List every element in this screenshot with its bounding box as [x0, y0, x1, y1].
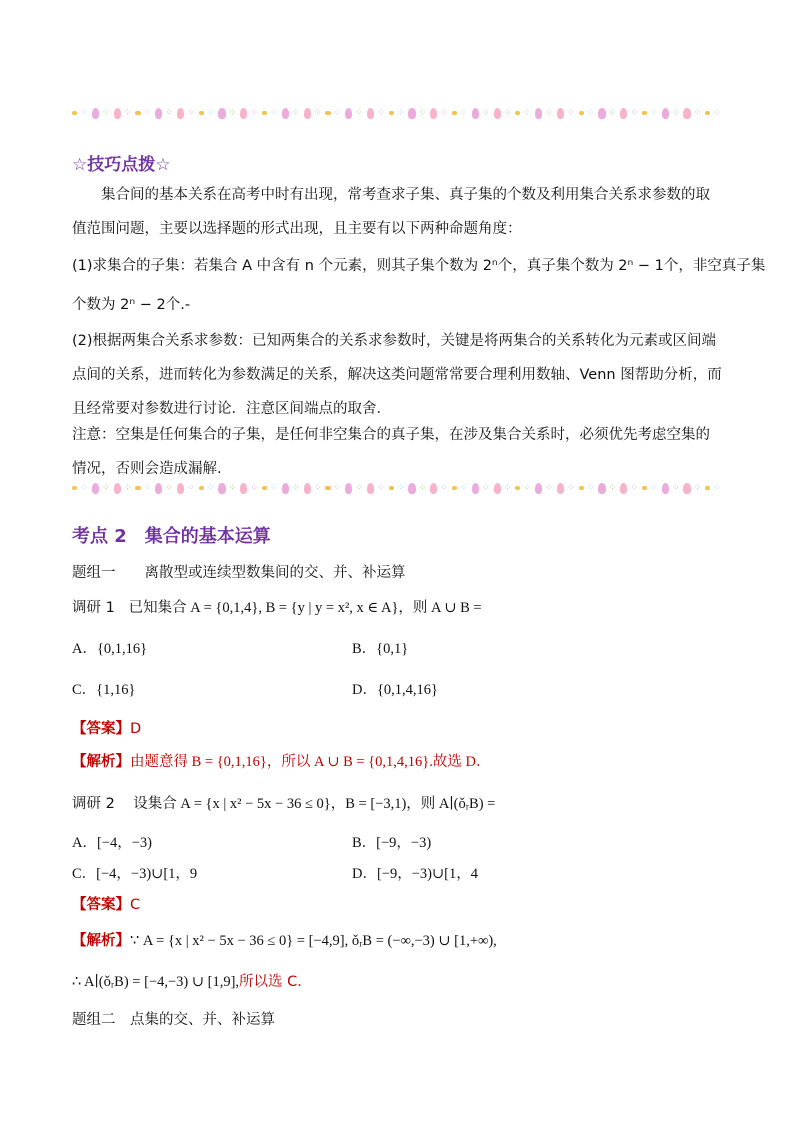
butterfly-ornament-icon [683, 108, 690, 119]
dots-ornament-icon: ⁘ [481, 107, 491, 118]
butterfly-ornament-icon [240, 108, 247, 119]
bar-ornament-icon [389, 111, 394, 115]
butterfly-ornament-icon [367, 483, 374, 494]
dots-ornament-icon: ⁘ [608, 482, 618, 493]
dots-ornament-icon: ⁘ [250, 482, 259, 493]
dots-ornament-icon: ⁘ [693, 482, 703, 493]
question-1-option-c[interactable]: C．{1,16} [72, 682, 136, 698]
butterfly-ornament-icon [494, 108, 501, 119]
answer-value: D [130, 721, 142, 737]
bar-ornament-icon [705, 111, 710, 115]
butterfly-ornament-icon [408, 108, 415, 119]
dots-ornament-icon: ⁘ [440, 107, 449, 118]
question-2 [72, 792, 495, 813]
butterfly-ornament-icon [218, 108, 225, 119]
decorative-divider-top [72, 104, 722, 122]
dots-ornament-icon: ⁘ [418, 107, 428, 118]
butterfly-ornament-icon [408, 483, 415, 494]
butterfly-ornament-icon [598, 108, 605, 119]
dots-ornament-icon: ⁘ [630, 107, 639, 118]
answer-tag: 【答案】 [72, 721, 130, 737]
butterfly-ornament-icon [535, 483, 542, 494]
analysis-line-2-conclusion: 所以选 C． [239, 974, 312, 990]
question-1-stem: 已知集合 A = {0,1,4}, B = {y | y = x², x ∈ A}，则 A ∪ B = [128, 600, 482, 616]
dots-ornament-icon: ⁘ [270, 482, 279, 493]
butterfly-ornament-icon [430, 483, 437, 494]
question-1-option-b[interactable]: B．{0,1} [352, 641, 409, 657]
dots-ornament-icon: ⁘ [460, 107, 469, 118]
dots-ornament-icon: ⁘ [567, 482, 576, 493]
dots-ornament-icon: ⁘ [313, 482, 323, 493]
analysis-line-2: ∴ A∣(ǒᵣB) = [−4,−3) ∪ [1,9], [72, 974, 240, 990]
dots-ornament-icon: ⁘ [650, 482, 659, 493]
answer-value: C [130, 897, 141, 913]
dots-ornament-icon: ⁘ [165, 482, 174, 493]
dots-ornament-icon: ⁘ [713, 482, 722, 493]
analysis-tag: 【解析】 [72, 754, 130, 770]
dots-ornament-icon: ⁘ [355, 107, 364, 118]
dots-ornament-icon: ⁘ [123, 107, 133, 118]
dots-ornament-icon: ⁘ [586, 107, 596, 118]
dots-ornament-icon: ⁘ [333, 482, 343, 493]
butterfly-ornament-icon [662, 483, 669, 494]
dots-ornament-icon: ⁘ [460, 482, 469, 493]
dots-ornament-icon: ⁘ [291, 482, 301, 493]
butterfly-ornament-icon [598, 483, 605, 494]
butterfly-ornament-icon [240, 483, 247, 494]
dots-ornament-icon: ⁘ [545, 107, 554, 118]
answer-tag: 【答案】 [72, 897, 130, 913]
dots-ornament-icon: ⁘ [608, 107, 618, 118]
analysis-line-1: ∵ A = {x | x² − 5x − 36 ≤ 0} = [−4,9], ǒᵣB = (−∞,−3) ∪ [1,+∞), [130, 933, 497, 949]
butterfly-ornament-icon [367, 108, 374, 119]
butterfly-ornament-icon [345, 483, 352, 494]
bar-ornament-icon [642, 486, 647, 490]
dots-ornament-icon: ⁘ [187, 482, 196, 493]
butterfly-ornament-icon [304, 108, 311, 119]
dots-ornament-icon: ⁘ [313, 107, 323, 118]
butterfly-ornament-icon [177, 483, 184, 494]
butterfly-ornament-icon [177, 108, 184, 119]
dots-ornament-icon: ⁘ [206, 482, 216, 493]
question-2-option-c[interactable]: C．[−4，−3)∪[1，9 [72, 866, 198, 882]
butterfly-ornament-icon [557, 108, 564, 119]
butterfly-ornament-icon [304, 483, 311, 494]
butterfly-ornament-icon [683, 483, 690, 494]
bar-ornament-icon [452, 111, 457, 115]
dots-ornament-icon: ⁘ [523, 482, 533, 493]
butterfly-ornament-icon [218, 483, 225, 494]
butterfly-ornament-icon [472, 108, 479, 119]
dots-ornament-icon: ⁘ [671, 107, 681, 118]
bar-ornament-icon [515, 111, 520, 115]
dots-ornament-icon: ⁘ [523, 107, 533, 118]
question-1-answer [72, 717, 141, 738]
butterfly-ornament-icon [620, 483, 627, 494]
butterfly-ornament-icon [430, 108, 437, 119]
bar-ornament-icon [199, 111, 204, 115]
bar-ornament-icon [642, 111, 647, 115]
group-1-heading: 题组一 离散型或连续型数集间的交、并、补运算 [72, 565, 406, 581]
bar-ornament-icon [199, 486, 204, 490]
dots-ornament-icon: ⁘ [396, 107, 406, 118]
dots-ornament-icon: ⁘ [586, 482, 596, 493]
question-1-option-d[interactable]: D．{0,1,4,16} [352, 682, 439, 698]
dots-ornament-icon: ⁘ [291, 107, 301, 118]
question-2-label: 调研 2 [72, 796, 115, 812]
dots-ornament-icon: ⁘ [671, 482, 681, 493]
dots-ornament-icon: ⁘ [440, 482, 449, 493]
dots-ornament-icon: ⁘ [228, 482, 238, 493]
dots-ornament-icon: ⁘ [545, 482, 554, 493]
bar-ornament-icon [72, 111, 77, 115]
tips-point-1-continued: 个数为 2ⁿ − 2个.- [72, 297, 191, 313]
dots-ornament-icon: ⁘ [270, 107, 279, 118]
question-2-option-b[interactable]: B．[−9，−3) [352, 835, 432, 851]
tips-paragraph-intro: 集合间的基本关系在高考中时有出现，常考查求子集、真子集的个数及利用集合关系求参数的取值范围问题，主要以选择题的形式出现，且主要有以下两种命题角度： [72, 187, 710, 237]
butterfly-ornament-icon [155, 483, 162, 494]
dots-ornament-icon: ⁘ [693, 107, 703, 118]
question-2-analysis [72, 929, 497, 950]
question-2-option-d[interactable]: D．[−9，−3)∪[1，4 [352, 866, 478, 882]
butterfly-ornament-icon [282, 108, 289, 119]
decorative-divider-bottom [72, 479, 722, 497]
question-2-stem: 设集合 A = {x | x² − 5x − 36 ≤ 0}，B = [−3,1)，则 A∣(ǒᵣB) = [133, 796, 496, 812]
butterfly-ornament-icon [345, 108, 352, 119]
tips-title: ☆技巧点拨☆ [72, 155, 171, 175]
butterfly-ornament-icon [557, 483, 564, 494]
dots-ornament-icon: ⁘ [165, 107, 174, 118]
dots-ornament-icon: ⁘ [143, 482, 153, 493]
dots-ornament-icon: ⁘ [143, 107, 153, 118]
dots-ornament-icon: ⁘ [80, 482, 89, 493]
bar-ornament-icon [262, 486, 267, 490]
tips-note: 注意：空集是任何集合的子集，是任何非空集合的真子集，在涉及集合关系时，必须优先考虑空集的情况，否则会造成漏解. [72, 427, 710, 477]
butterfly-ornament-icon [282, 483, 289, 494]
bar-ornament-icon [705, 486, 710, 490]
dots-ornament-icon: ⁘ [650, 107, 659, 118]
section-title: 考点 2 集合的基本运算 [72, 526, 271, 547]
dots-ornament-icon: ⁘ [396, 482, 406, 493]
dots-ornament-icon: ⁘ [187, 107, 196, 118]
dots-ornament-icon: ⁘ [250, 107, 259, 118]
question-1-option-a[interactable]: A．{0,1,16} [72, 641, 148, 657]
dots-ornament-icon: ⁘ [630, 482, 639, 493]
dots-ornament-icon: ⁘ [101, 107, 111, 118]
butterfly-ornament-icon [472, 483, 479, 494]
question-2-answer [72, 893, 140, 914]
butterfly-ornament-icon [92, 483, 99, 494]
butterfly-ornament-icon [155, 108, 162, 119]
bar-ornament-icon [325, 486, 330, 490]
bar-ornament-icon [135, 486, 140, 490]
dots-ornament-icon: ⁘ [503, 482, 513, 493]
question-1-analysis [72, 750, 490, 771]
bar-ornament-icon [515, 486, 520, 490]
dots-ornament-icon: ⁘ [418, 482, 428, 493]
dots-ornament-icon: ⁘ [377, 482, 386, 493]
tips-point-1: (1)求集合的子集：若集合 A 中含有 n 个元素，则其子集个数为 2ⁿ个，真子集个数为 2ⁿ − 1个，非空真子集 [72, 258, 766, 274]
bar-ornament-icon [389, 486, 394, 490]
dots-ornament-icon: ⁘ [567, 107, 576, 118]
butterfly-ornament-icon [535, 108, 542, 119]
butterfly-ornament-icon [620, 108, 627, 119]
bar-ornament-icon [579, 111, 584, 115]
butterfly-ornament-icon [494, 483, 501, 494]
dots-ornament-icon: ⁘ [206, 107, 216, 118]
group-2-heading: 题组二 点集的交、并、补运算 [72, 1012, 275, 1028]
dots-ornament-icon: ⁘ [123, 482, 133, 493]
question-1-label: 调研 1 [72, 600, 115, 616]
butterfly-ornament-icon [92, 108, 99, 119]
dots-ornament-icon: ⁘ [101, 482, 111, 493]
question-2-option-a[interactable]: A．[−4，−3) [72, 835, 152, 851]
dots-ornament-icon: ⁘ [80, 107, 89, 118]
butterfly-ornament-icon [662, 108, 669, 119]
bar-ornament-icon [452, 486, 457, 490]
analysis-text: 由题意得 B = {0,1,16}，所以 A ∪ B = {0,1,4,16}.故选 D． [130, 754, 491, 770]
bar-ornament-icon [72, 486, 77, 490]
dots-ornament-icon: ⁘ [503, 107, 513, 118]
tips-point-2: (2)根据两集合关系求参数：已知两集合的关系求参数时，关键是将两集合的关系转化为元素或区间端点间的关系，进而转化为参数满足的关系，解决这类问题常常要合理利用数轴、Venn 图帮助分析，而且经常要对参数进行讨论．注意区间端点的取舍． [72, 333, 722, 417]
butterfly-ornament-icon [114, 108, 121, 119]
analysis-tag: 【解析】 [72, 933, 130, 949]
dots-ornament-icon: ⁘ [713, 107, 722, 118]
dots-ornament-icon: ⁘ [228, 107, 238, 118]
question-2-analysis-continued [72, 970, 312, 991]
bar-ornament-icon [579, 486, 584, 490]
bar-ornament-icon [135, 111, 140, 115]
dots-ornament-icon: ⁘ [333, 107, 343, 118]
bar-ornament-icon [262, 111, 267, 115]
question-1 [72, 596, 482, 617]
dots-ornament-icon: ⁘ [481, 482, 491, 493]
dots-ornament-icon: ⁘ [355, 482, 364, 493]
butterfly-ornament-icon [114, 483, 121, 494]
dots-ornament-icon: ⁘ [377, 107, 386, 118]
bar-ornament-icon [325, 111, 330, 115]
